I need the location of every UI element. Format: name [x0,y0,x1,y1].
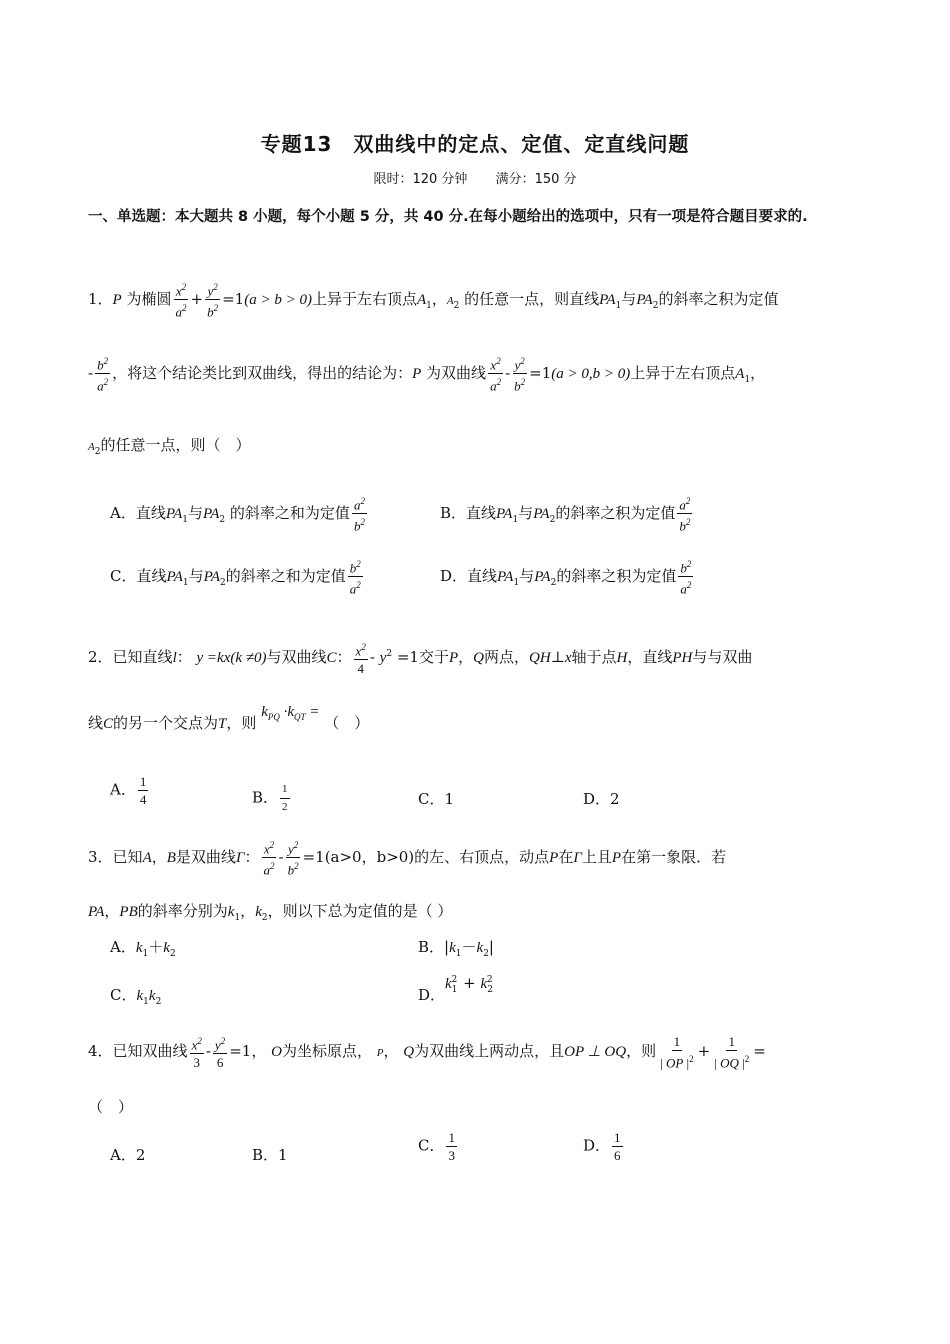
q2-option-a[interactable]: A． $\frac{1}{4}$ [110,774,147,807]
section-heading: 一、单选题：本大题共 8 小题，每个小题 5 分，共 40 分.在每小题给出的选项中，只有一项是符合题目要求的. [88,209,808,225]
q1-option-d[interactable]: D．直线$PA_1$与$PA_2$的斜率之积为定值 $\frac{b^2}{a^2}$ [440,559,692,597]
q1-line-2: - $\frac{b^2}{a^2}$ ，将这个结论类比到双曲线，得出的结论为：P 为双曲线 $\frac{x^2}{a^2}$ - $\frac{y^2}{b^2}$ =1(a > 0,b > 0)上异于左右顶点$A_1$， [88,356,766,394]
exam-info [0,168,950,187]
q2-option-d[interactable]: D．2 [583,790,620,808]
q1-option-b[interactable]: B．直线$PA_1$与$PA_2$的斜率之积为定值 $\frac{a^2}{b^2}$ [440,496,691,534]
q1-option-c[interactable]: C．直线$PA_1$与$PA_2$的斜率之和为定值 $\frac{b^2}{a^2}$ [110,559,361,597]
q3-option-a[interactable]: A．$k_1+k_2$ [110,938,176,959]
q4-line-2: （ ） [88,1098,134,1116]
q3-option-c[interactable]: C．$k_1k_2$ [110,986,162,1007]
page-title: 专题13 双曲线中的定点、定值、定直线问题 [260,132,690,156]
q3-option-d[interactable]: D．$k_1^2 + k_2^2$ [418,974,493,1004]
q2-line-2: 线C的另一个交点为T，则 $k_{PQ} \cdot k_{QT}$ = （ ） [88,704,370,732]
q4-option-d[interactable]: D． $\frac{1}{6}$ [583,1130,621,1163]
time-limit: 限时：120 分钟 [373,172,468,187]
full-score: 满分：150 分 [495,172,577,187]
q3-option-b[interactable]: B．$|k_1-k_2|$ [418,938,494,959]
q4-option-c[interactable]: C． $\frac{1}{3}$ [418,1130,455,1163]
q3-line-2: PA，PB的斜率分别为$k_1$，$k_2$，则以下总为定值的是（ ） [88,902,453,923]
q4-option-a[interactable]: A．2 [110,1146,146,1164]
q1-option-a[interactable]: A．直线$PA_1$与$PA_2$ 的斜率之和为定值 $\frac{a^2}{b^2}$ [110,496,365,534]
q4-option-b[interactable]: B．1 [252,1146,288,1164]
q1-line-3: $A_2$的任意一点，则（ ） [88,436,251,457]
q2-option-c[interactable]: C．1 [418,790,455,808]
q2-option-b[interactable]: B． $\frac{1}{2}$ [252,783,288,813]
q4-line-1: 4．已知双曲线 $\frac{x^2}{3}$ - $\frac{y^2}{6}$ =1， O为坐标原点， P， Q为双曲线上两动点，且OP ⊥ OQ，则 $\frac{1}{| OP |^2}$ + $\frac{1}{| OQ |^2}$ = [88,1034,766,1071]
q1-line-1: 1．P 为椭圆 $\frac{x^2}{a^2}$ + $\frac{y^2}{b^2}$ =1(a > b > 0)上异于左右顶点$A_1$，$A_2$ 的任意一点，则直线$PA_1$与$PA_2$的斜率之积为定值 [88,282,779,320]
q3-line-1: 3．已知A，B是双曲线Γ： $\frac{x^2}{a^2}$ - $\frac{y^2}{b^2}$ =1(a>0，b>0)的左、右顶点，动点P在Γ上且P在第一象限．若 [88,840,727,878]
q2-line-1: 2．已知直线l： y =kx(k ≠0)与双曲线C： $\frac{x^2}{4}$ - $y^2 =1$交于P，Q两点，QH⊥x轴于点H，直线PH与与双曲 [88,642,753,677]
